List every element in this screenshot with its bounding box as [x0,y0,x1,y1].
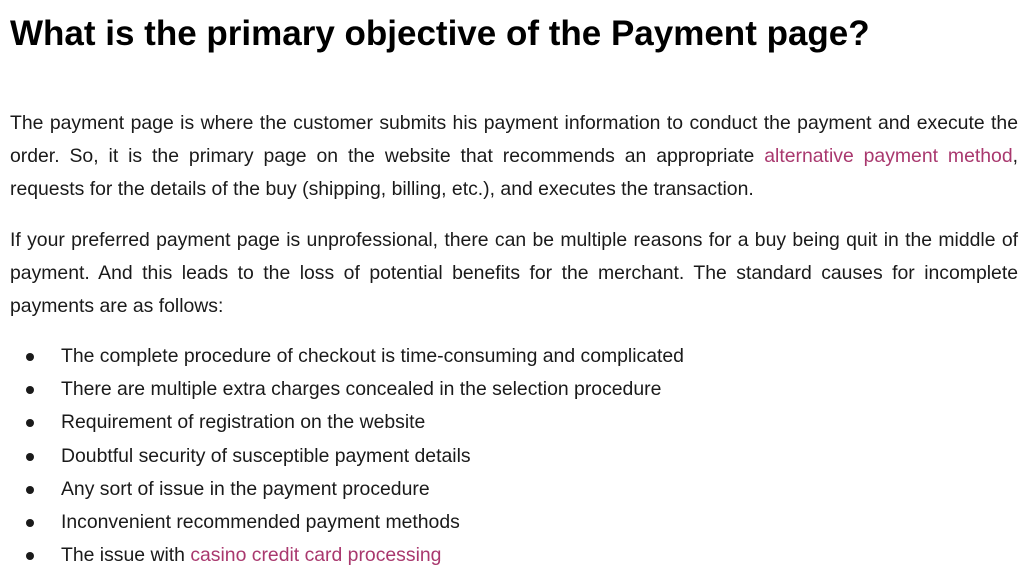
bullet-icon [26,453,34,461]
bullet-icon [26,386,34,394]
list-item [10,506,1018,539]
list-item-text: Any sort of issue in the payment procedure [61,477,430,500]
list-item [10,406,1018,439]
causes-list [10,340,1018,572]
list-item-text: The complete procedure of checkout is time-consuming and complicated [61,345,684,367]
intro-text-start: The payment page is where the customer submits his payment information to conduct the payment and execute the order. So, it is the primary page on the website that recommends an appropriate [10,112,1018,168]
list-item-text: Inconvenient recommended payment methods [61,510,460,533]
list-item-text: There are multiple extra charges concealed in the selection procedure [61,378,662,401]
list-item [10,340,1018,373]
bullet-icon [26,353,34,361]
bullet-icon [26,486,34,494]
list-item [10,440,1018,473]
bullet-icon [26,519,34,527]
page-title: What is the primary objective of the Payment page? [10,14,870,53]
intro-paragraph [10,107,1018,207]
list-item-text: The issue with [61,544,191,567]
list-item [10,539,1018,572]
intro-text-end: , requests for the details of the buy (shipping, billing, etc.), and executes the transaction. [10,145,1018,201]
list-item-text: Doubtful security of susceptible payment details [61,444,471,467]
bullet-icon [26,419,34,427]
bullet-icon [26,552,34,560]
alternative-payment-method-link[interactable]: alternative payment method [764,145,1013,168]
list-item-text: Requirement of registration on the website [61,411,426,434]
causes-paragraph: If your preferred payment page is unprofessional, there can be multiple reasons for a buy being quit in the middle of payment. And this leads to the loss of potential benefits for the merchant. The standard causes for incomplete payments are as follows: [10,229,1018,318]
list-item [10,473,1018,506]
list-item [10,373,1018,406]
casino-credit-card-processing-link[interactable]: casino credit card processing [190,544,442,567]
